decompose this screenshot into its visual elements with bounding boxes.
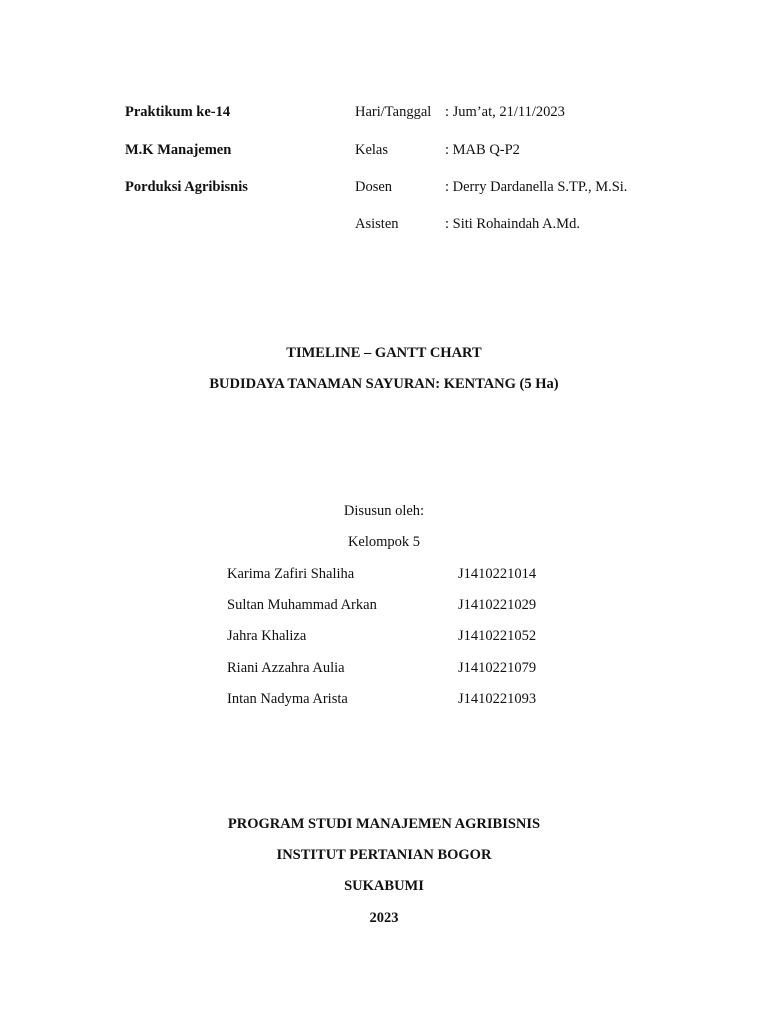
class-label: Kelas <box>355 142 389 158</box>
lecturer-label: Dosen <box>355 179 393 195</box>
member-nim: J1410221079 <box>458 660 537 676</box>
document-subtitle: BUDIDAYA TANAMAN SAYURAN: KENTANG (5 Ha) <box>209 376 559 392</box>
date-label: Hari/Tanggal <box>355 104 432 120</box>
course-name-line1: M.K Manajemen <box>125 142 232 158</box>
member-name: Intan Nadyma Arista <box>227 691 348 707</box>
course-name-line2: Porduksi Agribisnis <box>125 179 248 195</box>
member-name: Riani Azzahra Aulia <box>227 660 345 676</box>
city-name: SUKABUMI <box>344 878 424 894</box>
authored-by-label: Disusun oleh: <box>343 503 425 519</box>
lecturer-value: : Derry Dardanella S.TP., M.Si. <box>445 179 628 195</box>
document-title: TIMELINE – GANTT CHART <box>286 345 482 361</box>
study-program: PROGRAM STUDI MANAJEMEN AGRIBISNIS <box>227 816 541 832</box>
member-nim: J1410221093 <box>458 691 537 707</box>
group-label: Kelompok 5 <box>347 534 421 550</box>
member-nim: J1410221014 <box>458 566 537 582</box>
institute-name: INSTITUT PERTANIAN BOGOR <box>276 847 492 863</box>
member-name: Karima Zafiri Shaliha <box>227 566 355 582</box>
member-nim: J1410221029 <box>458 597 537 613</box>
member-name: Sultan Muhammad Arkan <box>227 597 377 613</box>
assistant-value: : Siti Rohaindah A.Md. <box>445 216 580 232</box>
date-value: : Jum’at, 21/11/2023 <box>445 104 565 120</box>
course-practicum-number: Praktikum ke-14 <box>125 104 231 120</box>
class-value: : MAB Q-P2 <box>445 142 520 158</box>
member-name: Jahra Khaliza <box>227 628 307 644</box>
member-nim: J1410221052 <box>458 628 537 644</box>
year: 2023 <box>369 910 399 926</box>
assistant-label: Asisten <box>355 216 399 232</box>
